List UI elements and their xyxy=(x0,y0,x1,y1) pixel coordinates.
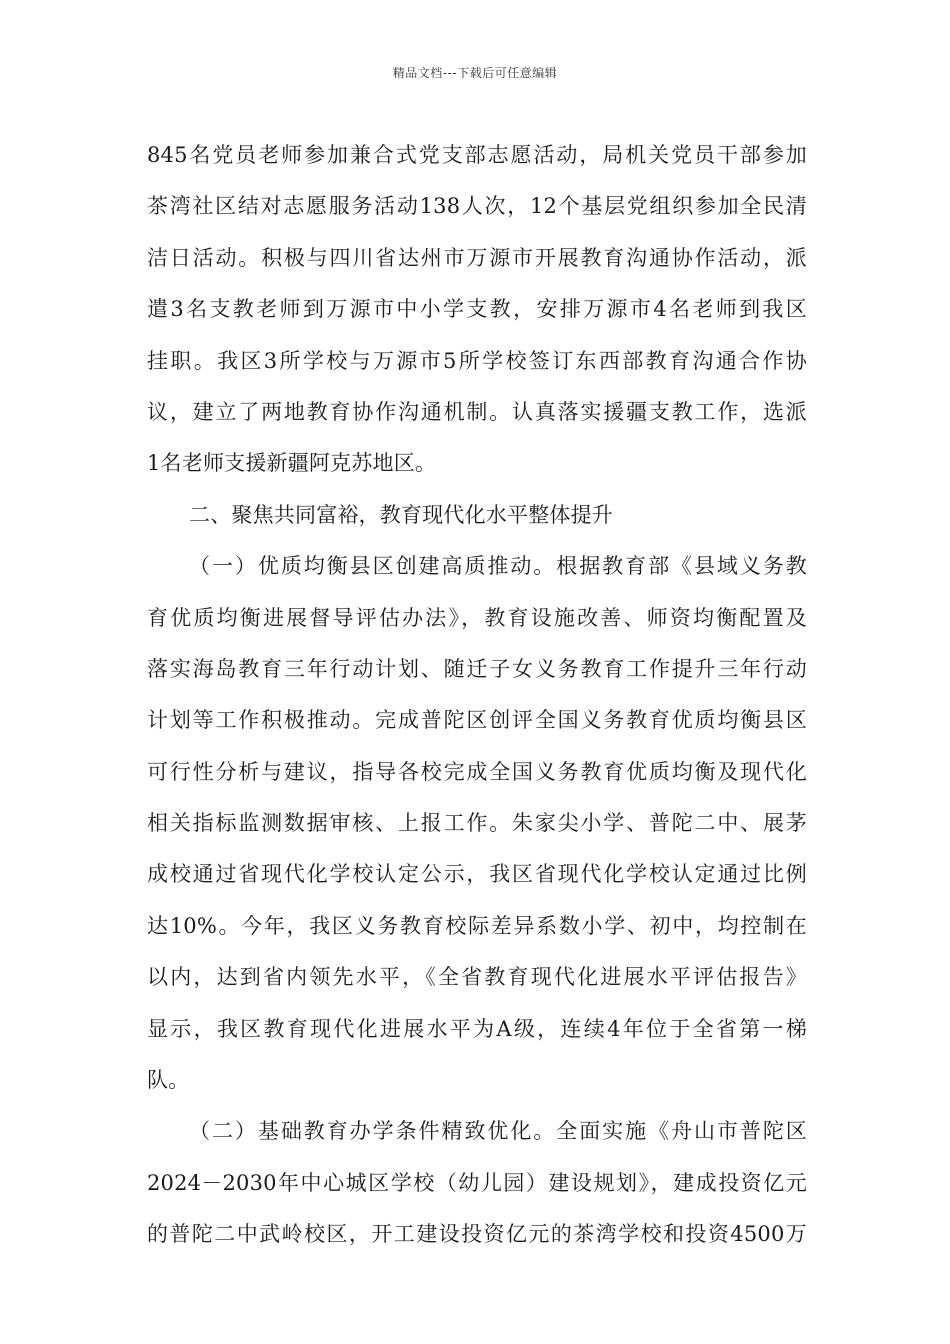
paragraph-line: 相关指标监测数据审核、上报工作。朱家尖小学、普陀二中、展茅 xyxy=(147,811,807,836)
paragraph-line: 育优质均衡进展督导评估办法》，教育设施改善、师资均衡配置及 xyxy=(147,605,807,630)
paragraph-line: 落实海岛教育三年行动计划、随迁子女义务教育工作提升三年行动 xyxy=(147,656,807,681)
paragraph-line: 洁日活动。积极与四川省达州市万源市开展教育沟通协作活动，派 xyxy=(147,245,807,270)
paragraph-line: 2024－2030年中心城区学校（幼儿园）建设规划》，建成投资亿元 xyxy=(147,1170,807,1195)
paragraph-line: 显示，我区教育现代化进展水平为A级，连续4年位于全省第一梯 xyxy=(147,1016,807,1041)
paragraph-line: 845名党员老师参加兼合式党支部志愿活动，局机关党员干部参加 xyxy=(147,143,807,167)
subsection-heading-line: （一）优质均衡县区创建高质推动。根据教育部《县域义务教 xyxy=(189,554,807,579)
paragraph-line: 茶湾社区结对志愿服务活动138人次，12个基层党组织参加全民清 xyxy=(147,194,807,219)
paragraph-line: 计划等工作积极推动。完成普陀区创评全国义务教育优质均衡县区 xyxy=(147,708,807,733)
paragraph-line: 1名老师支援新疆阿克苏地区。 xyxy=(147,451,437,476)
paragraph-line: 挂职。我区3所学校与万源市5所学校签订东西部教育沟通合作协 xyxy=(147,348,807,373)
paragraph-line: 可行性分析与建议，指导各校完成全国义务教育优质均衡及现代化 xyxy=(147,759,807,784)
paragraph-line: 队。 xyxy=(147,1068,190,1093)
page-header: 精品文档---下载后可任意编辑 xyxy=(392,66,558,80)
section-heading: 二、聚焦共同富裕，教育现代化水平整体提升 xyxy=(189,502,613,527)
document-body xyxy=(147,130,807,1261)
paragraph-line: 的普陀二中武岭校区，开工建设投资亿元的茶湾学校和投资4500万 xyxy=(147,1222,807,1247)
paragraph-line: 达10%。今年，我区义务教育校际差异系数小学、初中，均控制在 xyxy=(147,913,807,938)
paragraph-line: 遣3名支教老师到万源市中小学支教，安排万源市4名老师到我区 xyxy=(147,297,807,322)
paragraph-line: 以内，达到省内领先水平，《全省教育现代化进展水平评估报告》 xyxy=(147,965,807,990)
subsection-heading-line: （二）基础教育办学条件精致优化。全面实施《舟山市普陀区 xyxy=(189,1119,807,1144)
paragraph-line: 议，建立了两地教育协作沟通机制。认真落实援疆支教工作，选派 xyxy=(147,399,807,424)
paragraph-line: 成校通过省现代化学校认定公示，我区省现代化学校认定通过比例 xyxy=(147,862,807,887)
